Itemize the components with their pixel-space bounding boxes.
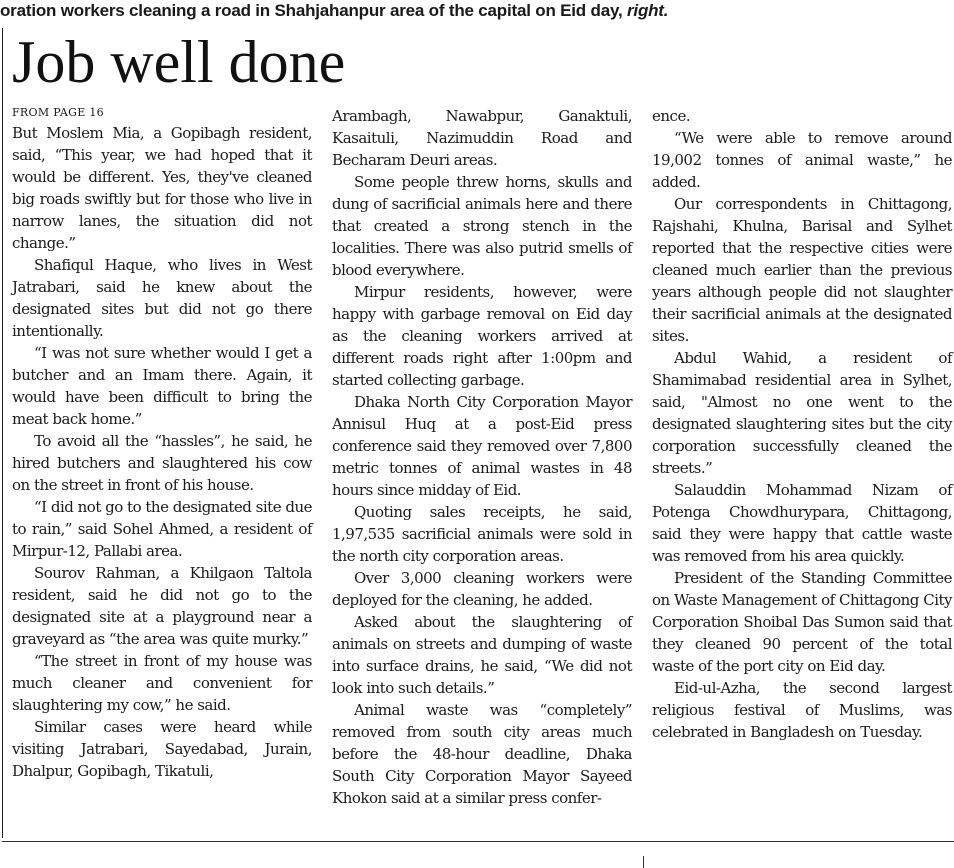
paragraph: Asked about the slaughtering of animals on streets and dumping of waste into surface drains, he said, “We did not look into such details.” [332,613,632,697]
left-column-rule [2,28,3,838]
article-column-2 [332,105,632,809]
paragraph: “I was not sure whether would I get a butcher and an Imam there. Again, it would have been difficult to bring the meat back home.” [12,344,312,428]
paragraph: President of the Standing Committee on Waste Management of Chittagong City Corporation Shoibal Das Sumon said that they cleaned 90 percent of the total waste of the port city on Eid day. [652,569,952,675]
paragraph: Mirpur residents, however, were happy with garbage removal on Eid day as the cleaning workers arrived at different roads right after 1:00pm and started collecting garbage. [332,283,632,389]
paragraph: Over 3,000 cleaning workers were deployed for the cleaning, he added. [332,569,632,609]
paragraph: Animal waste was “completely” removed from south city areas much before the 48-hour deadline, Dhaka South City Corporation Mayor Sayeed Khokon said at a similar press confer- [332,701,632,807]
bottom-rule [2,841,954,842]
paragraph: To avoid all the “hassles”, he said, he hired butchers and slaughtered his cow on the street in front of his house. [12,432,312,494]
jump-line: FROM PAGE 16 [12,106,104,119]
paragraph: Sourov Rahman, a Khilgaon Taltola resident, said he did not go to the designated site at a playground near a graveyard as “the area was quite murky.” [12,564,312,648]
paragraph: ence. [652,107,691,125]
caption-emphasis: right. [627,1,669,20]
paragraph: But Moslem Mia, a Gopibagh resident, said, “This year, we had hoped that it would be different. Yes, they've cleaned big roads swiftly but for those who live in narrow lanes, the situation did not change.” [12,124,312,252]
article-column-3 [652,105,952,743]
bottom-column-rule [643,856,644,868]
paragraph: Similar cases were heard while visiting Jatrabari, Sayedabad, Jurain, Dhalpur, Gopibagh, Tikatuli, [12,718,312,780]
paragraph: Our correspondents in Chittagong, Rajshahi, Khulna, Barisal and Sylhet reported that the respective cities were cleaned much earlier than the previous years although people did not slaughter their sacrificial animals at the designated sites. [652,195,952,345]
paragraph: “We were able to remove around 19,002 tonnes of animal waste,” he added. [652,129,952,191]
paragraph: Quoting sales receipts, he said, 1,97,535 sacrificial animals were sold in the north city corporation areas. [332,503,632,565]
paragraph: Salauddin Mohammad Nizam of Potenga Chowdhurypara, Chittagong, said they were happy that cattle waste was removed from his area quickly. [652,481,952,565]
article-headline: Job well done [12,29,346,95]
caption-text: oration workers cleaning a road in Shahjahanpur area of the capital on Eid day, [0,1,627,20]
paragraph: Abdul Wahid, a resident of Shamimabad residential area in Sylhet, said, "Almost no one went to the designated slaughtering sites but the city corporation successfully cleaned the streets.” [652,349,952,477]
paragraph: Arambagh, Nawabpur, Ganaktuli, Kasaituli, Nazimuddin Road and Becharam Deuri areas. [332,107,632,169]
paragraph: Shafiqul Haque, who lives in West Jatrabari, said he knew about the designated sites but did not go there intentionally. [12,256,312,340]
article-column-1 [12,122,312,782]
photo-caption [0,0,954,22]
paragraph: “I did not go to the designated site due to rain,” said Sohel Ahmed, a resident of Mirpur-12, Pallabi area. [12,498,312,560]
paragraph: Eid-ul-Azha, the second largest religious festival of Muslims, was celebrated in Bangladesh on Tuesday. [652,679,952,741]
paragraph: Some people threw horns, skulls and dung of sacrificial animals here and there that created a strong stench in the localities. There was also putrid smells of blood everywhere. [332,173,632,279]
paragraph: Dhaka North City Corporation Mayor Annisul Huq at a post-Eid press conference said they removed over 7,800 metric tonnes of animal wastes in 48 hours since midday of Eid. [332,393,632,499]
paragraph: “The street in front of my house was much cleaner and convenient for slaughtering my cow,” he said. [12,652,312,714]
